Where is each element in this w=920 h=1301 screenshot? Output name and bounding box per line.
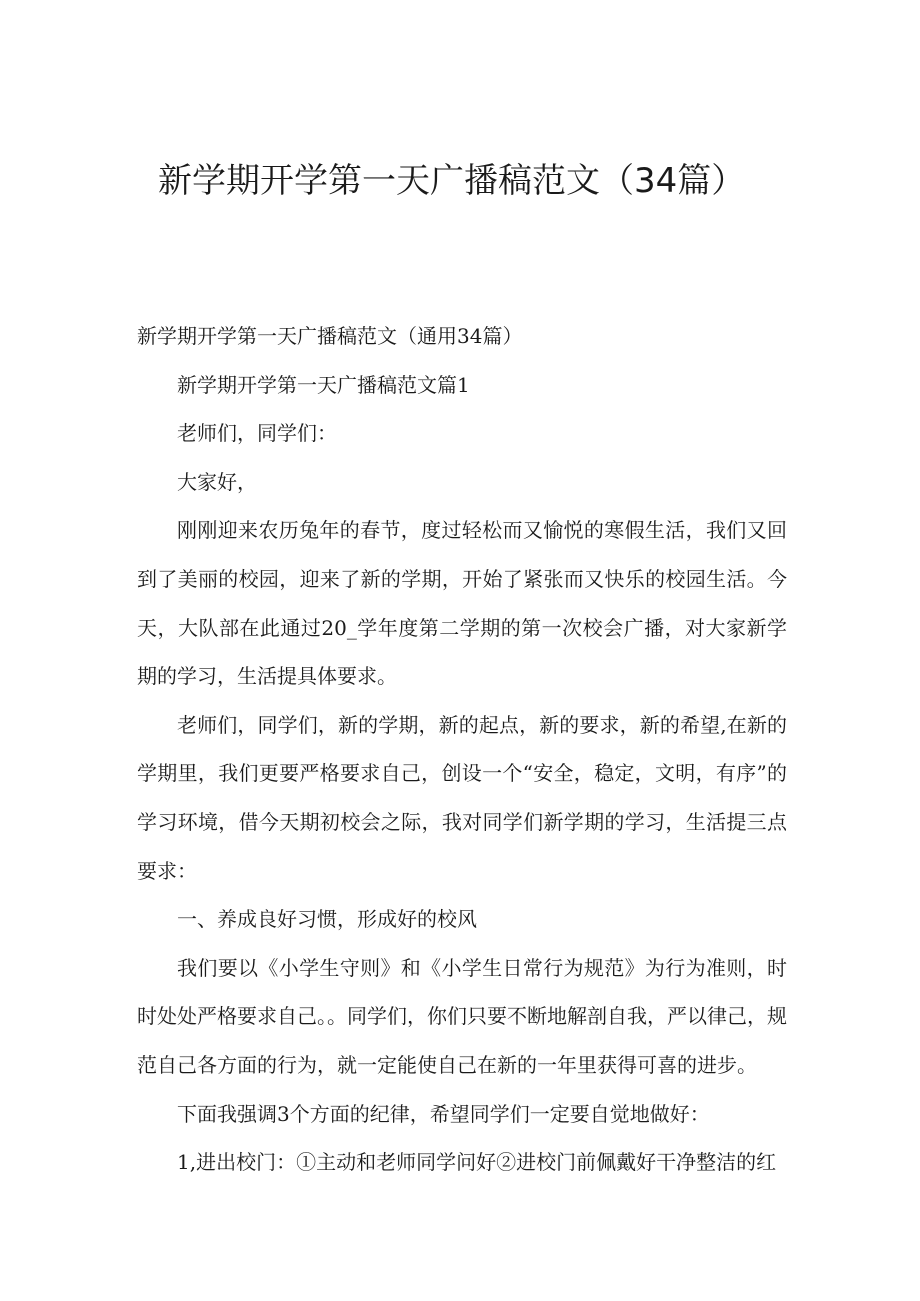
paragraph-heading: 一、养成良好习惯，形成好的校风: [177, 907, 477, 932]
paragraph: 1,进出校门：①主动和老师同学问好②进校门前佩戴好干净整洁的红: [177, 1150, 777, 1175]
document-body: [137, 312, 787, 1187]
document-subtitle: 新学期开学第一天广播稿范文（通用34篇）: [137, 324, 523, 348]
document-title: 新学期开学第一天广播稿范文（34篇）: [158, 161, 746, 201]
salutation: 老师们，同学们：: [177, 421, 337, 446]
section-heading: 新学期开学第一天广播稿范文篇1: [177, 372, 470, 397]
paragraph: 我们要以《小学生守则》和《小学生日常行为规范》为行为准则，时时处处严格要求自己。。同学们，你们只要不断地解剖自我，严以律己，规范自己各方面的行为，就一定能使自己在新的一年里获得可喜的进步。: [137, 955, 787, 1077]
paragraph: 老师们，同学们，新的学期，新的起点，新的要求，新的希望,在新的学期里，我们更要严格要求自己，创设一个“安全，稳定，文明，有序”的学习环境，借今天期初校会之际，我对同学们新学期的学习，生活提三点要求：: [137, 712, 787, 883]
paragraph: 下面我强调3个方面的纪律，希望同学们一定要自觉地做好：: [177, 1101, 710, 1126]
paragraph: 刚刚迎来农历兔年的春节，度过轻松而又愉悦的寒假生活，我们又回到了美丽的校园，迎来了新的学期，开始了紧张而又快乐的校园生活。今天，大队部在此通过20_学年度第二学期的第一次校会广播，对大家新学期的学习，生活提具体要求。: [137, 518, 787, 689]
greeting: 大家好，: [177, 469, 257, 494]
